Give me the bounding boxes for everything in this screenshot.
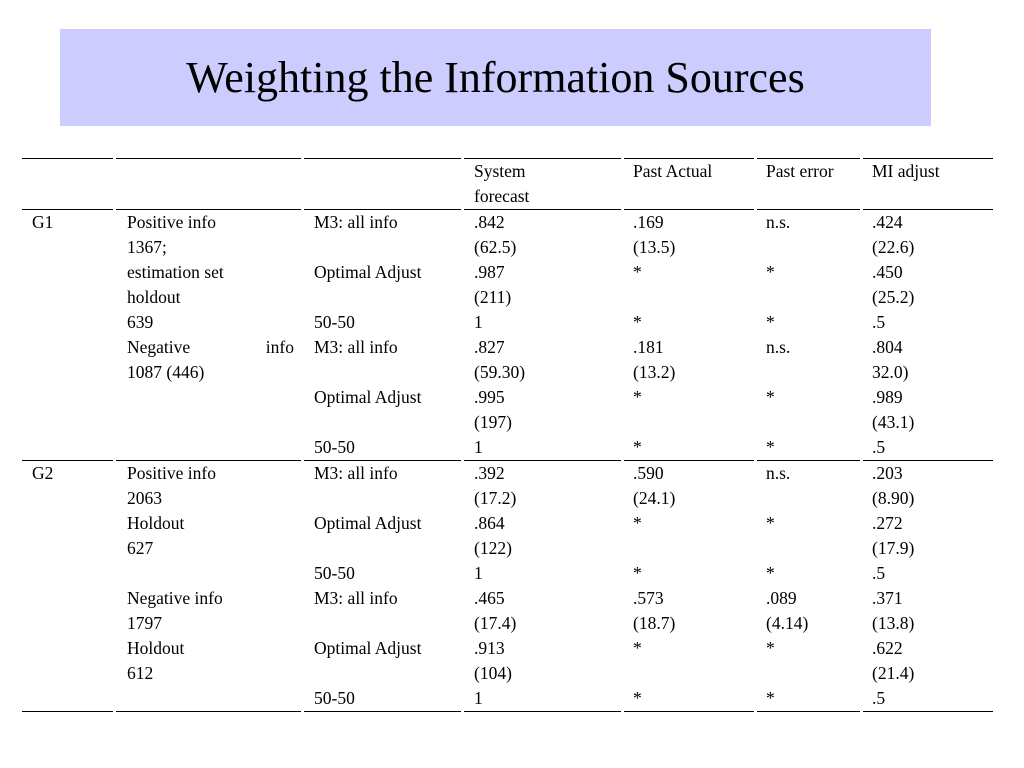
method-cell xyxy=(304,536,464,561)
past-actual-cell: (24.1) xyxy=(633,488,676,508)
group-cell xyxy=(22,335,116,360)
past-actual-cell: * xyxy=(633,513,642,533)
past-error-cell: * xyxy=(766,688,775,708)
method-cell: Optimal Adjust xyxy=(314,262,422,282)
past-actual-cell xyxy=(624,285,757,310)
method-cell xyxy=(304,661,464,686)
past-actual-cell: (18.7) xyxy=(633,613,676,633)
group-cell xyxy=(22,435,116,460)
sample-cell xyxy=(116,184,304,209)
group-cell xyxy=(22,511,116,536)
group-cell xyxy=(22,310,116,335)
mi-adjust-cell: .5 xyxy=(872,563,886,583)
sample-word: info xyxy=(265,337,294,357)
method-cell: M3: all info xyxy=(314,463,398,483)
system-forecast-cell: .465 xyxy=(474,588,505,608)
mi-adjust-cell: .804 xyxy=(872,337,903,357)
method-cell: 50-50 xyxy=(314,437,355,457)
past-error-cell: * xyxy=(766,437,775,457)
method-cell: Optimal Adjust xyxy=(314,638,422,658)
mi-adjust-cell: .989 xyxy=(872,387,903,407)
sample-cell: holdout xyxy=(127,287,181,307)
group-cell xyxy=(22,235,116,260)
mi-adjust-cell: .5 xyxy=(872,312,886,332)
system-forecast-cell: (197) xyxy=(474,412,512,432)
past-actual-cell xyxy=(624,410,757,435)
past-actual-cell: * xyxy=(633,688,642,708)
sample-cell xyxy=(116,410,304,435)
system-forecast-cell: .913 xyxy=(474,638,505,658)
method-cell: Optimal Adjust xyxy=(314,387,422,407)
past-actual-cell xyxy=(624,661,757,686)
group-cell xyxy=(22,410,116,435)
sample-cell: 627 xyxy=(127,538,154,558)
past-error-cell: n.s. xyxy=(766,212,791,232)
method-cell xyxy=(304,486,464,511)
group-cell xyxy=(22,686,116,711)
past-error-cell xyxy=(757,235,863,260)
mi-adjust-cell: (8.90) xyxy=(872,488,915,508)
sample-word: Negative xyxy=(127,337,191,357)
group-cell xyxy=(22,536,116,561)
sample-cell xyxy=(116,385,304,410)
mi-adjust-cell: 32.0) xyxy=(872,362,909,382)
mi-adjust-cell: .371 xyxy=(872,588,903,608)
system-forecast-cell: (122) xyxy=(474,538,512,558)
past-error-cell xyxy=(757,184,863,209)
past-error-cell: * xyxy=(766,312,775,332)
mi-adjust-cell: .622 xyxy=(872,638,903,658)
past-actual-cell: Past Actual xyxy=(633,161,713,181)
past-actual-cell: .169 xyxy=(633,212,664,232)
past-error-cell: * xyxy=(766,262,775,282)
mi-adjust-cell: (25.2) xyxy=(872,287,915,307)
system-forecast-cell: 1 xyxy=(474,688,483,708)
past-error-cell xyxy=(757,410,863,435)
mi-adjust-cell: .450 xyxy=(872,262,903,282)
group-cell xyxy=(22,661,116,686)
sample-cell xyxy=(116,435,304,460)
group-cell xyxy=(22,159,116,184)
sample-cell xyxy=(116,159,304,184)
table-rule xyxy=(22,711,993,712)
mi-adjust-cell: .5 xyxy=(872,437,886,457)
mi-adjust-cell: MI adjust xyxy=(872,161,940,181)
system-forecast-cell: forecast xyxy=(474,186,530,206)
method-cell xyxy=(304,360,464,385)
sample-cell: estimation set xyxy=(127,262,224,282)
group-cell xyxy=(22,611,116,636)
method-cell: 50-50 xyxy=(314,312,355,332)
method-cell xyxy=(304,159,464,184)
system-forecast-cell: (62.5) xyxy=(474,237,517,257)
past-actual-cell: * xyxy=(633,437,642,457)
method-cell: 50-50 xyxy=(314,688,355,708)
group-cell xyxy=(22,586,116,611)
past-error-cell xyxy=(757,360,863,385)
sample-cell: Positive info xyxy=(127,463,216,483)
method-cell xyxy=(304,611,464,636)
method-cell: Optimal Adjust xyxy=(314,513,422,533)
mi-adjust-cell: .203 xyxy=(872,463,903,483)
past-actual-cell: (13.2) xyxy=(633,362,676,382)
past-error-cell xyxy=(757,486,863,511)
system-forecast-cell: 1 xyxy=(474,312,483,332)
system-forecast-cell: .392 xyxy=(474,463,505,483)
group-cell xyxy=(22,360,116,385)
past-actual-cell: * xyxy=(633,262,642,282)
mi-adjust-cell: .424 xyxy=(872,212,903,232)
sample-cell: 1797 xyxy=(127,613,162,633)
method-cell xyxy=(304,235,464,260)
past-error-cell xyxy=(757,285,863,310)
past-error-cell: * xyxy=(766,513,775,533)
group-cell xyxy=(22,385,116,410)
past-actual-cell: .573 xyxy=(633,588,664,608)
group-cell xyxy=(22,285,116,310)
past-actual-cell: * xyxy=(633,312,642,332)
system-forecast-cell: (59.30) xyxy=(474,362,526,382)
sample-cell: 2063 xyxy=(127,488,162,508)
slide-title: Weighting the Information Sources xyxy=(186,52,805,102)
group-cell xyxy=(22,636,116,661)
method-cell: M3: all info xyxy=(314,212,398,232)
group-cell: G2 xyxy=(32,463,54,483)
sample-cell: 639 xyxy=(127,312,154,332)
past-error-cell xyxy=(757,661,863,686)
mi-adjust-cell: .272 xyxy=(872,513,903,533)
method-cell: 50-50 xyxy=(314,563,355,583)
mi-adjust-cell: (22.6) xyxy=(872,237,915,257)
past-actual-cell: * xyxy=(633,387,642,407)
past-actual-cell: .590 xyxy=(633,463,664,483)
past-actual-cell: * xyxy=(633,638,642,658)
system-forecast-cell: .864 xyxy=(474,513,505,533)
mi-adjust-cell xyxy=(863,184,993,209)
past-error-cell xyxy=(757,536,863,561)
group-cell xyxy=(22,184,116,209)
sample-cell: 1087 (446) xyxy=(127,362,205,382)
system-forecast-cell: (211) xyxy=(474,287,512,307)
mi-adjust-cell: (43.1) xyxy=(872,412,915,432)
mi-adjust-cell: (13.8) xyxy=(872,613,915,633)
system-forecast-cell: 1 xyxy=(474,563,483,583)
past-actual-cell: .181 xyxy=(633,337,664,357)
system-forecast-cell: 1 xyxy=(474,437,483,457)
sample-cell: 612 xyxy=(127,663,154,683)
mi-adjust-cell: (21.4) xyxy=(872,663,915,683)
method-cell xyxy=(304,410,464,435)
past-actual-cell xyxy=(624,184,757,209)
sample-cell xyxy=(116,686,304,711)
sample-cell xyxy=(116,561,304,586)
past-error-cell: .089 xyxy=(766,588,797,608)
sample-cell: Holdout xyxy=(127,638,185,658)
system-forecast-cell: .987 xyxy=(474,262,505,282)
system-forecast-cell: (17.4) xyxy=(474,613,517,633)
sample-cell xyxy=(116,335,304,360)
method-cell xyxy=(304,285,464,310)
system-forecast-cell: .842 xyxy=(474,212,505,232)
group-cell xyxy=(22,486,116,511)
sample-cell: 1367; xyxy=(127,237,167,257)
results-table xyxy=(22,158,993,712)
past-actual-cell: * xyxy=(633,563,642,583)
past-error-cell: Past error xyxy=(766,161,834,181)
sample-cell: Negative info xyxy=(127,588,223,608)
past-error-cell: * xyxy=(766,387,775,407)
sample-cell: Holdout xyxy=(127,513,185,533)
system-forecast-cell: .995 xyxy=(474,387,505,407)
past-error-cell: * xyxy=(766,563,775,583)
method-cell xyxy=(304,184,464,209)
title-banner xyxy=(60,29,931,126)
system-forecast-cell: (17.2) xyxy=(474,488,517,508)
past-error-cell: n.s. xyxy=(766,337,791,357)
method-cell: M3: all info xyxy=(314,588,398,608)
group-cell xyxy=(22,561,116,586)
past-actual-cell xyxy=(624,536,757,561)
system-forecast-cell: .827 xyxy=(474,337,505,357)
past-error-cell: * xyxy=(766,638,775,658)
past-error-cell: n.s. xyxy=(766,463,791,483)
group-cell: G1 xyxy=(32,212,54,232)
method-cell: M3: all info xyxy=(314,337,398,357)
system-forecast-cell: System xyxy=(474,161,526,181)
sample-cell: Positive info xyxy=(127,212,216,232)
group-cell xyxy=(22,260,116,285)
past-error-cell: (4.14) xyxy=(766,613,809,633)
system-forecast-cell: (104) xyxy=(474,663,512,683)
mi-adjust-cell: (17.9) xyxy=(872,538,915,558)
past-actual-cell: (13.5) xyxy=(633,237,676,257)
mi-adjust-cell: .5 xyxy=(872,688,886,708)
